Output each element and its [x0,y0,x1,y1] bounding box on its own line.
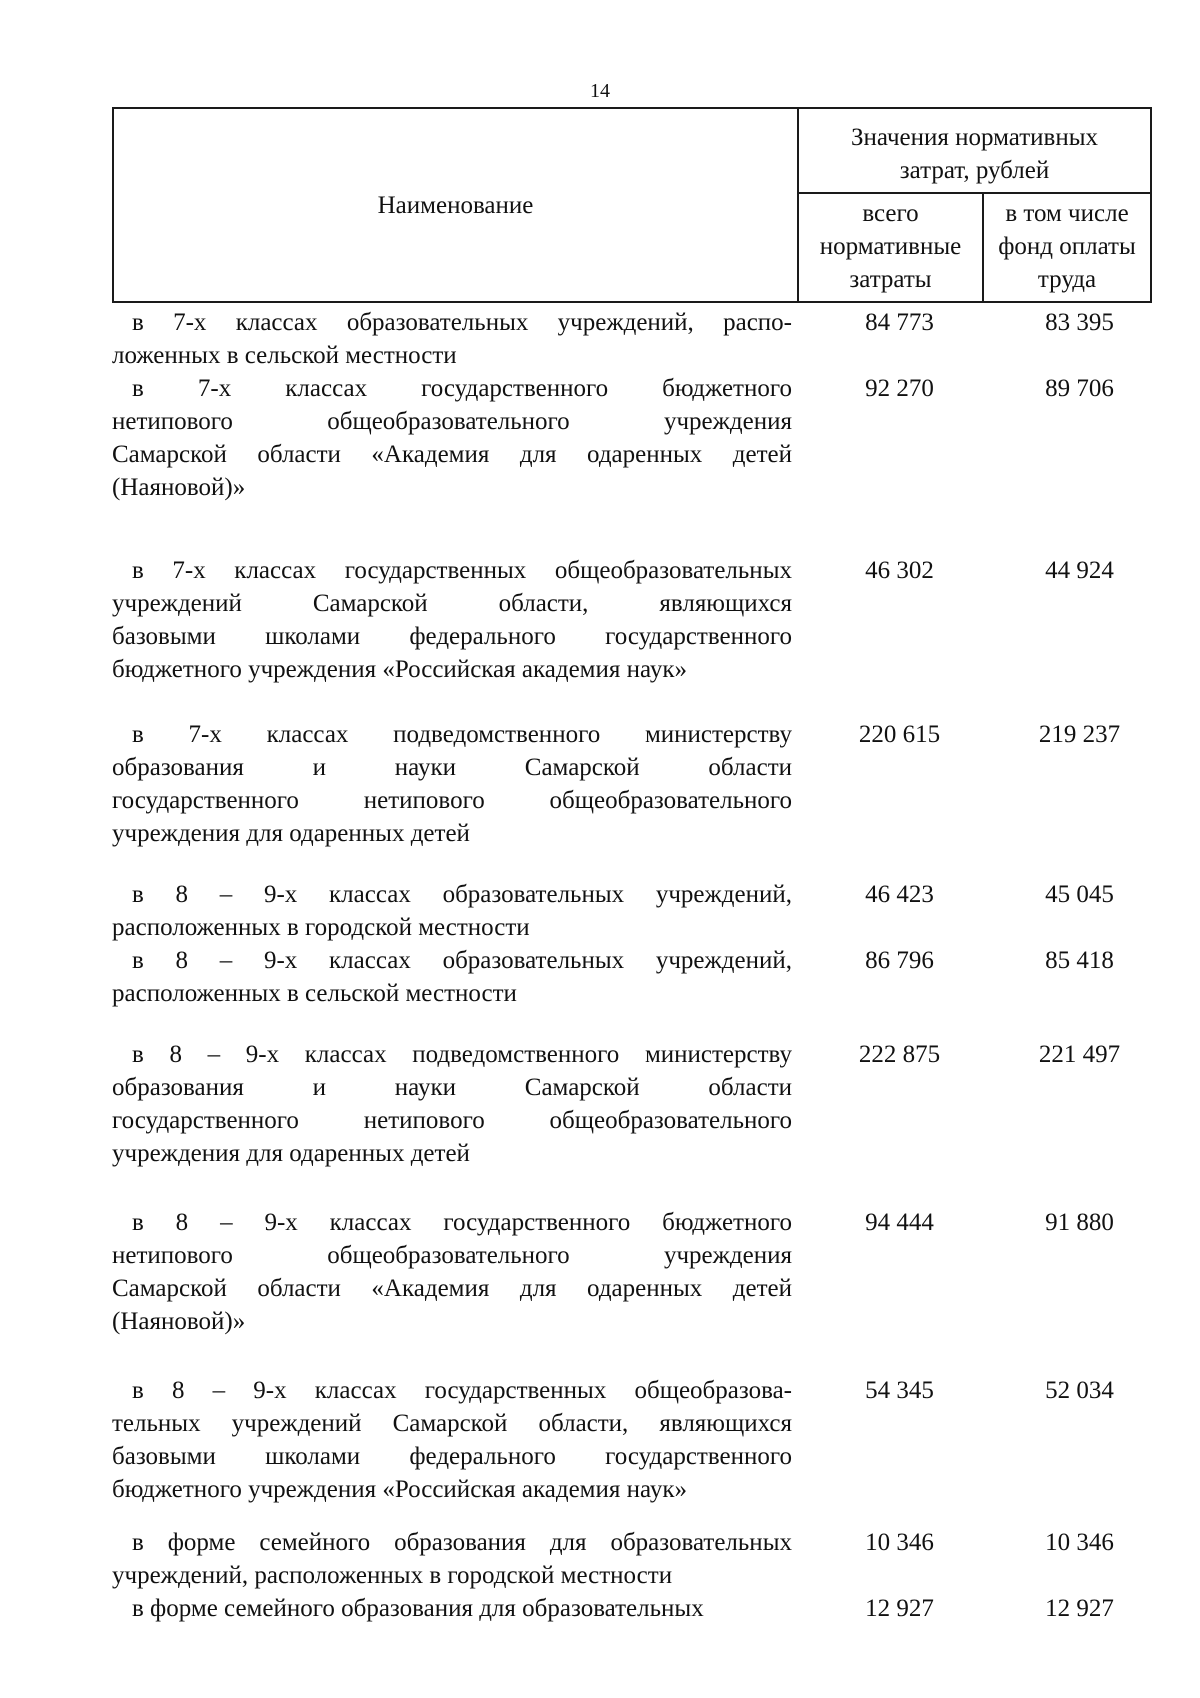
row-name-line: государственного нетипового общеобразовательного [112,787,792,814]
row-payroll-value: 83 395 [1045,309,1114,336]
row-name-line: образования и науки Самарской области [112,1074,792,1101]
row-name-line: Самарской области «Академия для одаренных детей [112,1275,792,1302]
row-name-line: учреждения для одаренных детей [112,1140,470,1167]
row-name-line: в 7-х классах государственного бюджетного [132,375,792,402]
row-name-line: нетипового общеобразовательного учреждения [112,1242,792,1269]
header-values-group [799,121,1150,187]
header-payroll-line: в том числе [1005,200,1129,227]
header-total-line: затраты [849,266,932,293]
row-name-line: учреждений Самарской области, являющихся [112,590,792,617]
row-name-line: ложенных в сельской местности [112,342,457,369]
row-name-line: нетипового общеобразовательного учреждения [112,408,792,435]
header-payroll-line: труда [1037,266,1097,293]
row-name-line: в 7-х классах образовательных учреждений, распо- [132,309,792,336]
row-name-line: учреждения для одаренных детей [112,820,470,847]
row-total-value: 46 302 [865,557,934,584]
row-name-line: в 7-х классах подведомственного министерству [132,721,792,748]
row-total-value: 54 345 [865,1377,934,1404]
row-name [112,372,792,504]
row-name-line: в 8 – 9-х классах образовательных учреждений, [132,947,792,974]
table-body [112,306,1152,1625]
table-row [112,944,1152,1010]
row-name-line: бюджетного учреждения «Российская академия наук» [112,1476,687,1503]
row-payroll-value: 219 237 [1038,721,1121,748]
header-name-column: Наименование [377,192,534,219]
row-payroll-value: 89 706 [1045,375,1114,402]
table-row [112,878,1152,944]
row-name-line: (Наяновой)» [112,474,246,501]
row-name [112,306,792,372]
header-total-line: нормативные [819,233,962,260]
table-row [112,1374,1152,1506]
header-payroll-line: фонд оплаты [998,233,1136,260]
row-total-value: 92 270 [865,375,934,402]
table-row [112,372,1152,504]
row-name [112,944,792,1010]
row-payroll-value: 52 034 [1045,1377,1114,1404]
row-name [112,878,792,944]
row-total-value: 222 875 [858,1041,941,1068]
row-payroll-value: 10 346 [1045,1529,1114,1556]
row-name-line: в 8 – 9-х классах государственного бюджетного [132,1209,792,1236]
table-row [112,718,1152,850]
row-name [112,1592,792,1625]
row-name-line: учреждений, расположенных в городской местности [112,1562,673,1589]
row-total-value: 46 423 [865,881,934,908]
row-name-line: расположенных в сельской местности [112,980,517,1007]
row-total-value: 12 927 [865,1595,934,1622]
table-header [112,107,1152,303]
row-name-line: тельных учреждений Самарской области, являющихся [112,1410,792,1437]
row-name [112,554,792,686]
page-number: 14 [590,80,610,102]
row-name-line: базовыми школами федерального государственного [112,1443,792,1470]
row-payroll-value: 44 924 [1045,557,1114,584]
row-name-line: в 7-х классах государственных общеобразовательных [132,557,792,584]
row-payroll-value: 85 418 [1045,947,1114,974]
row-name-line: бюджетного учреждения «Российская академия наук» [112,656,687,683]
row-payroll-value: 12 927 [1045,1595,1114,1622]
row-total-value: 94 444 [865,1209,934,1236]
row-total-value: 220 615 [858,721,941,748]
header-total-column [799,197,982,296]
row-name-line: (Наяновой)» [112,1308,246,1335]
table-row [112,554,1152,686]
table-row [112,306,1152,372]
row-name-line: в 8 – 9-х классах государственных общеобразова- [132,1377,792,1404]
row-name-line: в форме семейного образования для образовательных [132,1595,704,1622]
row-name-line: в форме семейного образования для образовательных [132,1529,792,1556]
row-name-line: в 8 – 9-х классах образовательных учреждений, [132,881,792,908]
header-group-divider [797,192,1150,194]
row-name [112,1206,792,1338]
header-total-line: всего [862,200,919,227]
row-name-line: образования и науки Самарской области [112,754,792,781]
header-values-line: затрат, рублей [899,157,1050,184]
row-name [112,1374,792,1506]
table-row [112,1526,1152,1592]
row-payroll-value: 91 880 [1045,1209,1114,1236]
table-row [112,1592,1152,1625]
row-name-line: в 8 – 9-х классах подведомственного министерству [132,1041,792,1068]
row-payroll-value: 221 497 [1038,1041,1121,1068]
row-total-value: 10 346 [865,1529,934,1556]
header-values-line: Значения нормативных [850,124,1099,151]
table-row [112,1038,1152,1170]
row-total-value: 86 796 [865,947,934,974]
row-name [112,1526,792,1592]
table-row [112,1206,1152,1338]
header-payroll-column [984,197,1150,296]
row-name-line: Самарской области «Академия для одаренных детей [112,441,792,468]
row-name-line: базовыми школами федерального государственного [112,623,792,650]
row-payroll-value: 45 045 [1045,881,1114,908]
row-total-value: 84 773 [865,309,934,336]
row-name-line: расположенных в городской местности [112,914,530,941]
row-name-line: государственного нетипового общеобразовательного [112,1107,792,1134]
row-name [112,718,792,850]
row-name [112,1038,792,1170]
